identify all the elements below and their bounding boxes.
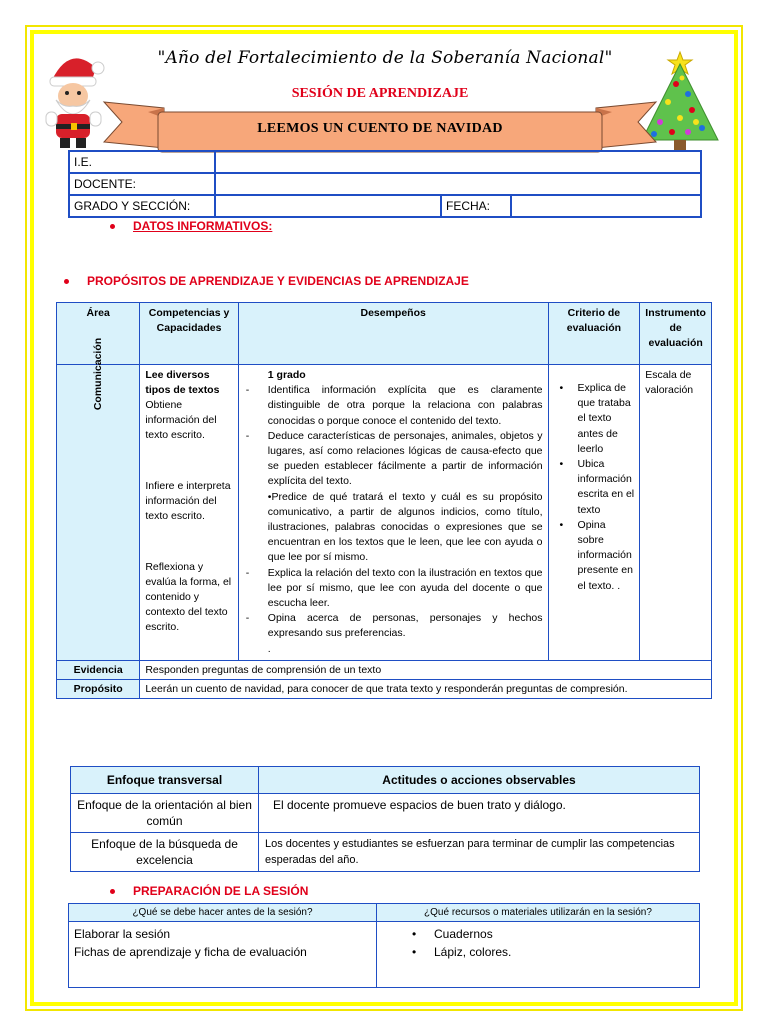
grade-label: 1 grado bbox=[267, 369, 306, 381]
recurso-item: • Lápiz, colores. bbox=[412, 943, 694, 961]
col-area-header: Área bbox=[57, 303, 140, 365]
santa-illustration bbox=[42, 50, 106, 150]
actitud-cell: El docente promueve espacios de buen trato y diálogo. bbox=[259, 794, 700, 833]
proposito-text: Leerán un cuento de navidad, para conocer de que trata texto y responderán preguntas de compresión. bbox=[140, 679, 712, 698]
evidencia-text: Responden preguntas de comprensión de un texto bbox=[140, 660, 712, 679]
desempeno-item: - Identifica información explícita que es claramente distinguible de otra porque la relaciona con palabras conocidas o porque conoce el contenido del texto. bbox=[245, 384, 543, 427]
actitudes-header: Actitudes o acciones observables bbox=[259, 767, 700, 794]
capacidad-item: Reflexiona y evalúa la forma, el contenido y contexto del texto escrito. bbox=[145, 561, 232, 633]
recursos-header: ¿Qué recursos o materiales utilizarán en la sesión? bbox=[377, 904, 700, 922]
antes-item: Fichas de aprendizaje y ficha de evaluación bbox=[74, 945, 307, 959]
evidencia-label: Evidencia bbox=[57, 660, 140, 679]
ie-value-field bbox=[215, 151, 701, 173]
bullet-icon bbox=[110, 224, 115, 229]
recursos-cell bbox=[377, 922, 700, 988]
preparacion-heading: PREPARACIÓN DE LA SESIÓN bbox=[110, 884, 308, 898]
session-title: LEEMOS UN CUENTO DE NAVIDAD bbox=[257, 121, 503, 136]
enfoque-cell: Enfoque de la búsqueda de excelencia bbox=[71, 833, 259, 872]
desempeno-item: . bbox=[267, 642, 271, 655]
fecha-label: FECHA: bbox=[441, 195, 511, 217]
col-competencias-header: Competencias y Capacidades bbox=[140, 303, 238, 365]
competencia-text: Lee diversos tipos de textos bbox=[145, 369, 220, 396]
info-table bbox=[68, 150, 702, 218]
grado-value-field bbox=[215, 195, 441, 217]
docente-label: DOCENTE: bbox=[69, 173, 215, 195]
col-desempenos-header: Desempeños bbox=[238, 303, 548, 365]
bullet-icon bbox=[110, 889, 115, 894]
instrumento-cell: Escala de valoración bbox=[640, 365, 712, 661]
antes-cell bbox=[69, 922, 377, 988]
area-label: Comunicación bbox=[92, 337, 105, 411]
actitud-cell: Los docentes y estudiantes se esfuerzan para terminar de cumplir las competencias esperadas del año. bbox=[259, 833, 700, 872]
desempeno-item: - Opina acerca de personas, personajes y hechos expresando sus preferencias. bbox=[245, 612, 543, 640]
session-label: SESIÓN DE APRENDIZAJE bbox=[291, 86, 469, 101]
capacidades-cell bbox=[140, 365, 238, 661]
fecha-value-field bbox=[511, 195, 701, 217]
grado-label: GRADO Y SECCIÓN: bbox=[69, 195, 215, 217]
criterio-item: • Ubica información escrita en el texto bbox=[554, 457, 635, 518]
antes-item: Elaborar la sesión bbox=[74, 927, 171, 941]
desempeno-item: - Explica la relación del texto con la ilustración en textos que lee por sí mismo, que lee con ayuda del docente o que escucha leer. bbox=[245, 566, 543, 610]
competencias-table bbox=[56, 302, 712, 699]
col-instrumento-header: Instrumento de evaluación bbox=[640, 303, 712, 365]
recurso-item: • Cuadernos bbox=[412, 925, 694, 943]
bullet-icon bbox=[64, 279, 69, 284]
year-motto: "Año del Fortalecimiento de la Soberanía Nacional" bbox=[157, 48, 613, 68]
desempeno-item: - Deduce características de personajes, animales, objetos y lugares, así como relaciones lógicas de causa-efecto que se pueden establecer fácilmente a partir de información explícita del texto. bbox=[245, 429, 543, 488]
propositos-heading: PROPÓSITOS DE APRENDIZAJE Y EVIDENCIAS DE APRENDIZAJE bbox=[64, 274, 469, 288]
preparacion-table bbox=[68, 903, 700, 988]
enfoque-table bbox=[70, 766, 700, 872]
datos-heading: DATOS INFORMATIVOS: bbox=[110, 219, 272, 233]
capacidad-item: Infiere e interpreta información del texto escrito. bbox=[145, 480, 231, 522]
capacidad-item: Obtiene información del texto escrito. bbox=[145, 399, 217, 441]
desempeno-item: •Predice de qué tratará el texto y cuál es su propósito comunicativo, a partir de algunos indicios, como título, ilustraciones, palabras conocidas o expresiones que se encuentran en los textos que le leen, que lee con ayuda o que lee por sí mismo. bbox=[267, 490, 543, 564]
antes-header: ¿Qué se debe hacer antes de la sesión? bbox=[69, 904, 377, 922]
col-criterio-header: Criterio de evaluación bbox=[548, 303, 640, 365]
desempenos-cell bbox=[238, 365, 548, 661]
criterio-cell bbox=[548, 365, 640, 661]
criterio-item: • Opina sobre información presente en el texto. . bbox=[554, 518, 635, 594]
enfoque-header: Enfoque transversal bbox=[71, 767, 259, 794]
criterio-item: • Explica de que trataba el texto antes de leerlo bbox=[554, 381, 635, 457]
enfoque-cell: Enfoque de la orientación al bien común bbox=[71, 794, 259, 833]
ie-label: I.E. bbox=[69, 151, 215, 173]
proposito-label: Propósito bbox=[57, 679, 140, 698]
area-cell bbox=[57, 337, 140, 661]
docente-value-field bbox=[215, 173, 701, 195]
